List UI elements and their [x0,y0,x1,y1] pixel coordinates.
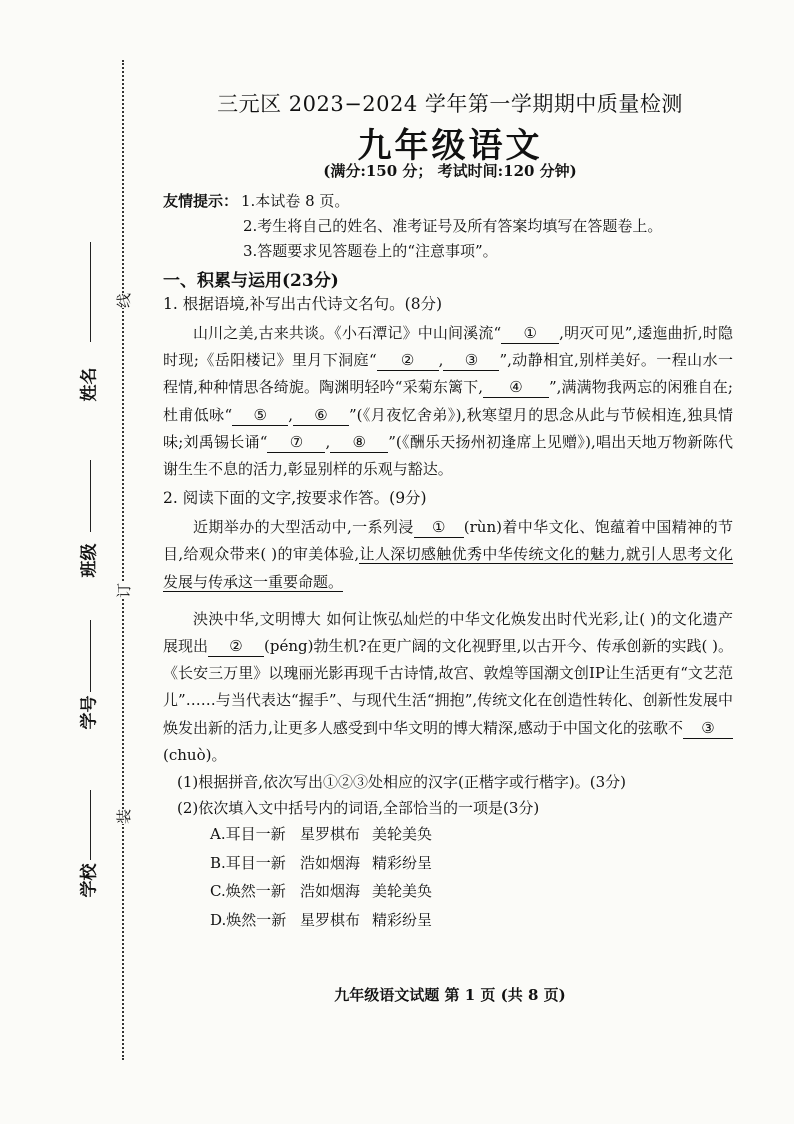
class-line [90,460,91,532]
passage-text: ”,动静相宜,别样美好。一程山水一程情,种种情思各绮旎。陶渊明轻吟“采菊东篱下, [163,351,733,397]
option-b [163,852,733,881]
option-word: 星罗棋布 [300,910,361,929]
cut-word-ding: 订 [111,583,136,598]
option-word: 美轮美奂 [372,825,433,844]
answer-blank: ② [377,350,439,371]
passage-text: ”,满满物我两忘的闲雅自在;杜甫低咏“ [163,378,733,424]
option-word: A.耳目一新 [210,825,286,844]
subject-title: 九年级语文 [357,126,543,166]
option-word: 浩如烟海 [300,882,361,901]
name-label: 姓名 [79,367,100,402]
option-word: 星罗棋布 [300,825,361,844]
tip-item: 2.考生将自己的姓名、准考证号及所有答案均填写在答题卷上。 [243,217,663,235]
option-word: 美轮美奂 [372,882,433,901]
passage-text: 山川之美,古来共谈。《小石潭记》中山间溪流“ [193,324,502,342]
answer-blank: ② [208,636,264,657]
question-2-paragraph-2 [163,606,733,769]
passage-text: 近期举办的大型活动中,一系列浸 [193,518,414,537]
option-word: 精彩纷呈 [372,910,433,929]
answer-blank: ④ [483,377,549,398]
section-title: 一、积累与运用(23分) [163,271,339,291]
student-id-line [90,620,91,692]
passage-text: 泱泱中华,文明博大 如何让恢弘灿烂的中华文化焕发出时代光彩,让( )的文化遗产展现出 [163,609,733,656]
exam-content [163,186,733,937]
passage-text: (péng)勃生机?在更广阔的文化视野里,以古开今、传承创新的实践( )。《长安三万里》以瑰丽光影再现千古诗情,故宫、敦煌等国潮文创IP让生活更有“文艺范儿”……与当代表达“握手”、与现代生活“拥抱”,传统文化在创造性转化、创新性发展中焕发出新的活力,让更多人感受到中华文明的博大精深,感动于中国文化的弦歌不 [163,637,733,737]
binding-margin [60,60,170,1060]
option-word: C.焕然一新 [210,882,286,901]
answer-blank: ⑦ [267,432,325,453]
exam-info: (满分:150 分； 考试时间:120 分钟) [323,162,577,180]
name-line [90,242,91,342]
passage-text: (chuò)。 [163,745,227,764]
passage-text: ”(《月夜忆舍弟》),秋寒望月的思念从此与节候相连,独具情味;刘禹锡长诵“ [163,405,734,451]
sub-question-2: (2)依次填入文中括号内的词语,全部恰当的一项是(3分) [177,799,540,818]
option-a [163,823,733,852]
tip-item: 1.本试卷 8 页。 [241,192,350,210]
option-d [163,909,733,938]
answer-blank: ⑤ [232,405,288,426]
passage-text: , [288,405,294,424]
answer-blank: ① [501,323,559,344]
school-label: 学校 [79,863,100,898]
tips-label: 友情提示： [163,192,239,210]
passage-text: ”(《酬乐天扬州初逢席上见赠》),唱出天地万物新陈代谢生生不息的活力,彰显别样的乐观与豁达。 [163,432,733,479]
option-c [163,880,733,909]
answer-blank: ⑧ [330,432,388,453]
question-2-paragraph-1 [163,514,733,596]
option-word: 浩如烟海 [300,853,361,872]
friendly-tips [163,186,733,264]
exam-title: 三元区 2023−2024 学年第一学期期中质量检测 [217,92,683,116]
passage-text: ,明灭可见”,逶迤曲折,时隐时现;《岳阳楼记》里月下洞庭“ [163,324,733,370]
sub-question-1: (1)根据拼音,依次写出①②③处相应的汉字(正楷字或行楷字)。(3分) [177,773,626,792]
option-word: 精彩纷呈 [372,853,433,872]
option-word: D.焕然一新 [210,910,287,929]
answer-blank: ① [414,517,464,538]
cut-word-xian: 线 [111,293,136,308]
cut-word-zhuang: 装 [111,809,136,824]
answer-blank: ⑥ [293,405,349,426]
answer-blank: ③ [683,718,733,739]
question-1-prompt: 1. 根据语境,补写出古代诗文名句。(8分) [163,295,443,313]
passage-text: , [325,432,331,451]
student-id-label: 学号 [79,695,100,730]
passage-text: , [438,351,444,370]
passage-text: (rùn)着中华文化、饱蕴着中国精神的节目,给观众带来( )的审美体验, [163,518,733,564]
question-2-prompt: 2. 阅读下面的文字,按要求作答。(9分) [163,489,427,508]
underlined-sentence: 让人深切感触优秀中华传统文化的魅力,就引人思考文化发展与传承这一重要命题。 [163,545,733,591]
question-1-passage [163,320,733,483]
answer-blank: ③ [443,350,499,371]
option-word: B.耳目一新 [210,853,286,872]
page-footer: 九年级语文试题 第 1 页 (共 8 页) [334,986,566,1004]
class-label: 班级 [79,543,100,578]
school-line [90,790,91,860]
tip-item: 3.答题要求见答题卷上的“注意事项”。 [243,242,498,260]
cut-line [122,60,124,1060]
